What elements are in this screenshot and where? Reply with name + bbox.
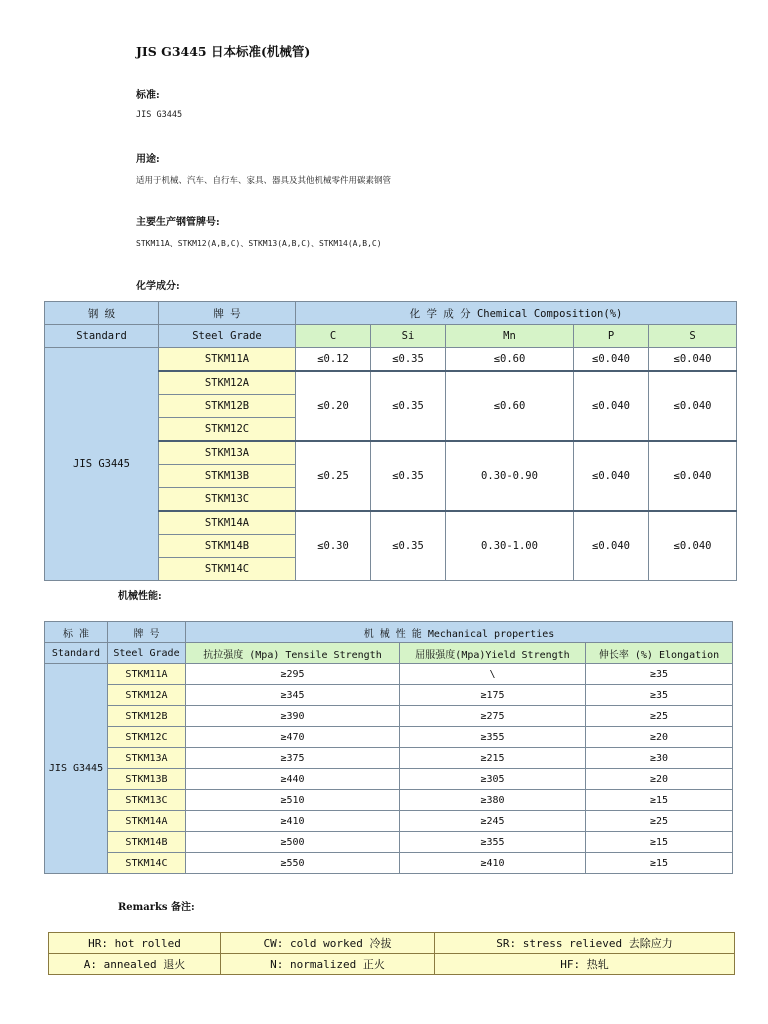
chem-header-standard: 钢 级 <box>45 302 159 325</box>
chem-element-p: P <box>574 325 649 348</box>
page-title: JIS G3445 日本标准(机械管) <box>136 44 311 59</box>
mech-grade-cell: STKM13C <box>108 790 186 811</box>
chem-value-cell: ≤0.040 <box>649 371 737 441</box>
mech-tensile-cell: ≥390 <box>186 706 400 727</box>
mech-elongation-cell: ≥20 <box>586 727 733 748</box>
mechanical-properties-table <box>44 621 733 874</box>
chem-value-cell: ≤0.040 <box>649 441 737 511</box>
mech-header-tensile: 抗拉强度 (Mpa) Tensile Strength <box>186 643 400 664</box>
chem-header-grade-en: Steel Grade <box>159 325 296 348</box>
mech-tensile-cell: ≥500 <box>186 832 400 853</box>
chem-grade-cell: STKM12B <box>159 395 296 418</box>
chem-grade-cell: STKM13B <box>159 465 296 488</box>
chem-grade-cell: STKM13A <box>159 441 296 465</box>
chemical-composition-table <box>44 301 737 581</box>
chem-value-cell: ≤0.25 <box>296 441 371 511</box>
mech-elongation-cell: ≥25 <box>586 811 733 832</box>
chem-value-cell: ≤0.040 <box>574 371 649 441</box>
mech-grade-cell: STKM12B <box>108 706 186 727</box>
mech-header-grade: 牌 号 <box>108 622 186 643</box>
mech-grade-cell: STKM14B <box>108 832 186 853</box>
chem-element-mn: Mn <box>446 325 574 348</box>
mech-header-yield: 屈服强度(Mpa)Yield Strength <box>400 643 586 664</box>
mech-tensile-cell: ≥375 <box>186 748 400 769</box>
chem-value-cell: ≤0.040 <box>574 348 649 372</box>
chem-value-cell: 0.30-1.00 <box>446 511 574 581</box>
mech-header-grade-en: Steel Grade <box>108 643 186 664</box>
mech-grade-cell: STKM13B <box>108 769 186 790</box>
standard-heading: 标准: <box>136 90 160 101</box>
mechanical-heading: 机械性能: <box>118 591 162 602</box>
chem-element-c: C <box>296 325 371 348</box>
mech-grade-cell: STKM12C <box>108 727 186 748</box>
mech-tensile-cell: ≥470 <box>186 727 400 748</box>
mech-tensile-cell: ≥345 <box>186 685 400 706</box>
chem-grade-cell: STKM13C <box>159 488 296 512</box>
mech-elongation-cell: ≥35 <box>586 685 733 706</box>
chem-element-s: S <box>649 325 737 348</box>
mech-yield-cell: \ <box>400 664 586 685</box>
standard-value: JIS G3445 <box>136 110 183 120</box>
grades-value: STKM11A、STKM12(A,B,C)、STKM13(A,B,C)、STKM14(A,B,C) <box>136 239 382 248</box>
mech-yield-cell: ≥355 <box>400 727 586 748</box>
mech-tensile-cell: ≥410 <box>186 811 400 832</box>
chem-value-cell: ≤0.040 <box>574 511 649 581</box>
mech-tensile-cell: ≥295 <box>186 664 400 685</box>
mech-header-elongation: 伸长率 (%) Elongation <box>586 643 733 664</box>
remark-sr: SR: stress relieved 去除应力 <box>435 933 735 954</box>
mech-elongation-cell: ≥35 <box>586 664 733 685</box>
usage-value: 适用于机械、汽车、自行车、家具、器具及其他机械零件用碳素钢管 <box>136 176 392 186</box>
remarks-table <box>48 932 735 975</box>
chem-value-cell: ≤0.30 <box>296 511 371 581</box>
chem-value-cell: ≤0.35 <box>371 441 446 511</box>
chem-value-cell: ≤0.60 <box>446 348 574 372</box>
chem-value-cell: ≤0.35 <box>371 348 446 372</box>
mech-elongation-cell: ≥15 <box>586 853 733 874</box>
mech-header-standard: 标 准 <box>45 622 108 643</box>
mech-tensile-cell: ≥440 <box>186 769 400 790</box>
mech-yield-cell: ≥215 <box>400 748 586 769</box>
chem-element-si: Si <box>371 325 446 348</box>
chem-value-cell: 0.30-0.90 <box>446 441 574 511</box>
chem-grade-cell: STKM14B <box>159 535 296 558</box>
usage-heading: 用途: <box>136 154 160 165</box>
remarks-heading: Remarks 备注: <box>118 902 195 913</box>
chem-value-cell: ≤0.35 <box>371 511 446 581</box>
remark-hf: HF: 热轧 <box>435 954 735 975</box>
chem-value-cell: ≤0.040 <box>649 511 737 581</box>
mech-grade-cell: STKM14C <box>108 853 186 874</box>
chem-header-composition: 化 学 成 分 Chemical Composition(%) <box>296 302 737 325</box>
mech-grade-cell: STKM14A <box>108 811 186 832</box>
remark-hr: HR: hot rolled <box>49 933 221 954</box>
mech-grade-cell: STKM12A <box>108 685 186 706</box>
chem-value-cell: ≤0.20 <box>296 371 371 441</box>
chem-grade-cell: STKM12C <box>159 418 296 442</box>
remark-a: A: annealed 退火 <box>49 954 221 975</box>
chem-grade-cell: STKM14C <box>159 558 296 581</box>
mech-yield-cell: ≥410 <box>400 853 586 874</box>
mech-elongation-cell: ≥15 <box>586 832 733 853</box>
chem-value-cell: ≤0.35 <box>371 371 446 441</box>
mech-yield-cell: ≥275 <box>400 706 586 727</box>
chem-header-grade: 牌 号 <box>159 302 296 325</box>
chem-value-cell: ≤0.60 <box>446 371 574 441</box>
chem-value-cell: ≤0.040 <box>574 441 649 511</box>
mech-yield-cell: ≥355 <box>400 832 586 853</box>
chem-value-cell: ≤0.12 <box>296 348 371 372</box>
chem-grade-cell: STKM14A <box>159 511 296 535</box>
mech-elongation-cell: ≥30 <box>586 748 733 769</box>
mech-standard-cell: JIS G3445 <box>45 664 108 874</box>
chem-grade-cell: STKM12A <box>159 371 296 395</box>
chem-standard-cell: JIS G3445 <box>45 348 159 581</box>
grades-heading: 主要生产钢管牌号: <box>136 217 220 228</box>
mech-header-properties: 机 械 性 能 Mechanical properties <box>186 622 733 643</box>
mech-yield-cell: ≥175 <box>400 685 586 706</box>
chem-grade-cell: STKM11A <box>159 348 296 372</box>
mech-grade-cell: STKM13A <box>108 748 186 769</box>
mech-yield-cell: ≥305 <box>400 769 586 790</box>
mech-grade-cell: STKM11A <box>108 664 186 685</box>
mech-elongation-cell: ≥25 <box>586 706 733 727</box>
chemical-heading: 化学成分: <box>136 281 180 292</box>
mech-elongation-cell: ≥20 <box>586 769 733 790</box>
chem-header-standard-en: Standard <box>45 325 159 348</box>
chem-value-cell: ≤0.040 <box>649 348 737 372</box>
mech-elongation-cell: ≥15 <box>586 790 733 811</box>
mech-tensile-cell: ≥510 <box>186 790 400 811</box>
mech-yield-cell: ≥245 <box>400 811 586 832</box>
remark-n: N: normalized 正火 <box>221 954 435 975</box>
mech-tensile-cell: ≥550 <box>186 853 400 874</box>
mech-header-standard-en: Standard <box>45 643 108 664</box>
mech-yield-cell: ≥380 <box>400 790 586 811</box>
remark-cw: CW: cold worked 冷拔 <box>221 933 435 954</box>
